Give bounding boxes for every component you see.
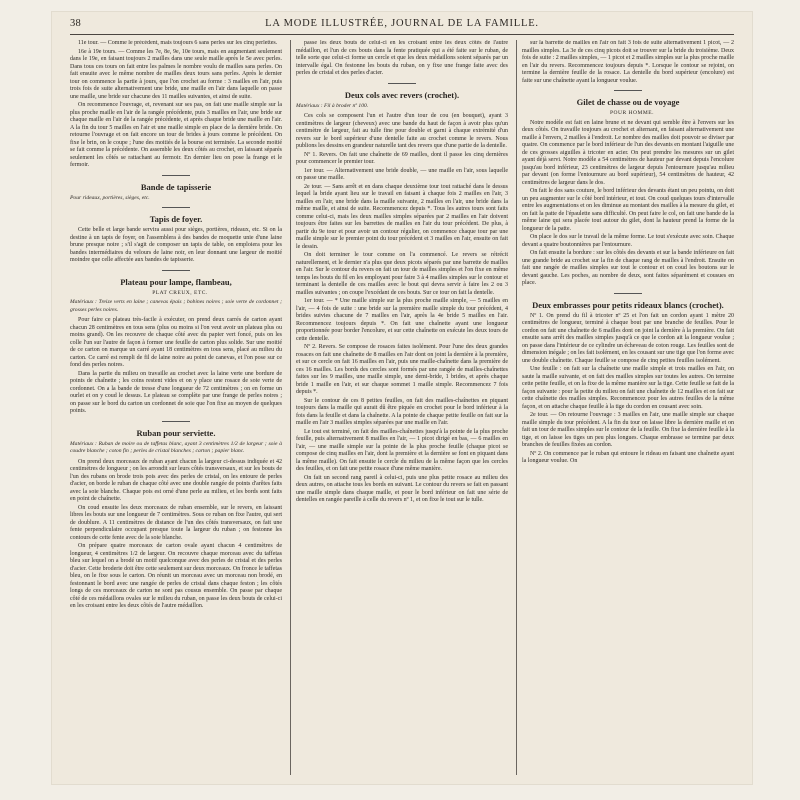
section-divider	[388, 83, 416, 84]
materials-note: Matériaux : Treize verts en laine ; canevas épais ; bobines noires ; soie verte de cordonnet ; grosses perles noires.	[70, 299, 282, 313]
header-rule	[70, 34, 734, 35]
section-heading: Plateau pour lampe, flambeau,	[120, 276, 232, 287]
paragraph: Sur le contour de ces 8 petites feuilles, on fait des mailles-chaînettes en piquant toujours dans la maille qui aurait dû être piquée en crochet pour le bord inférieur à la fois dans la feuille et dans la chaînette. A la pointe de chaque petite feuille on fait sur la maille en l'air 3 mailles simples séparées par une maille en l'air.	[296, 397, 508, 426]
column-left	[70, 40, 282, 775]
section-divider	[614, 90, 642, 91]
paragraph: On fait un second rang pareil à celui-ci, puis une plus petite rosace au milieu des deux autres, on attache tous les bords en suivant. Le contour du revers se fait en passant une maille simple dans chaque maille, et pour le bord inférieur on fait une série de dentelles en rangée pareille à celle du revers nº 1, et on fixe le tout sur le tulle.	[296, 474, 508, 503]
paragraph: sur la barrette de mailles en l'air on fait 3 fois de suite alternativement 1 picot, — 2 mailles simples. La 3e de ces cinq picots doit se trouver sur la bride du troisième. Deux fois de suite : 2 mailles simples, — 1 picot et 2 mailles simples sur la plus proche maille en l'air du revers. Recommencez toujours depuis *. Lorsque le contour se rejoint, on termine la dernière feuille de la rosace. La dentelle du bord supérieur (encolure) est faite sur une chaînette ayant la longueur voulue.	[522, 40, 734, 84]
section-divider	[162, 421, 190, 422]
section-subtitle: POUR HOMME.	[609, 110, 654, 116]
paragraph: 1er tour. — * Une maille simple sur la plus proche maille simple, — 5 mailles en l'air, — 4 fois de suite : une bride sur la première maille simple du tour précédent, 4 brides suivies chacune de 7 mailles en l'air, après la 4e bride 5 mailles en l'air. Recommencez toujours depuis *. On fait une chaînette ayant une longueur proportionnée pour border l'encolure, et sur cette chaînette on exécute les deux tours de cette dentelle.	[296, 298, 508, 342]
paragraph: On prépare quatre morceaux de carton ovale ayant chacun 4 centimètres de longueur, 4 centimètres 1/2 de largeur. On recouvre chaque morceau avec du taffetas bleu sur lequel on a brodé un motif quelconque avec des perles de cristal et des perles d'acier. Cette broderie doit être cette seulement sur deux morceaux. On fronce le taffetas bleu, on le fixe sous le carton. On réunit un morceau avec un morceau non brodé, en festonnant le bord avec une rangée de perles de cristal dans chaque feston ; les côtés longs de ces morceaux de carton ne sont pas cousus ensemble. On passe par chaque côté de ces médaillons ovales sur le milieu du ruban, on passe les deux bouts de celui-ci en les croisant entre les deux côtés de l'autre médaillon.	[70, 543, 282, 609]
page-number: 38	[70, 18, 82, 29]
paragraph: passe les deux bouts de celui-ci en les croisant entre les deux côtés de l'autre médaillon, et l'un de ces bouts dans la fente pratiquée qui a été faite sur le ruban, de telle sorte que celui-ci forme un cercle et que les deux médaillons soient séparés par un intervalle égal. On festonne les bouts du ruban, on y fixe une frange faite avec des perles de cristal et des perles d'acier.	[296, 40, 508, 76]
paragraph: On fait le dos sans couture, le bord inférieur des devants étant un peu pointu, on doit un peu augmenter sur le côté bord intérieur, et tout. On coud quelques tours d'intervalle entre les augmentations et on les diminue au montant des mailles à la mesure du gilet, et on fait la patte de l'épaulette sans difficulté. On peut faire le col, on fait une bande de la même laine qui sera placée tout autour du gilet, dont la hauteur prend la forme de la longueur de la patte.	[522, 188, 734, 232]
paragraph: On recommence l'ouvrage, et, revenant sur ses pas, on fait une maille simple sur la plus proche maille en l'air de la rangée précédente, puis 3 mailles en l'air, une bride sur chaque maille en l'air de la rangée précédente, et après chaque bride une maille en l'air. A la fin du tour 5 mailles en l'air et une maille simple en place de la dernière bride. On retourne l'ouvrage et on fait encore un tour de brides à jours comme le précédent. On fixe le brin, on le coupe ; l'une des moitiés de la bourse est terminée. La seconde moitié se fait comme la précédente. On assemble les deux côtés au crochet, en laissant séparés seulement les côtés se rattachant au fermoir. En dernier lieu on pose la frange et le fermoir.	[70, 102, 282, 168]
paragraph: Nº 1. On prend du fil à tricoter nº 25 et l'on fait un cordon ayant 1 mètre 20 centimètres de longueur, terminé à chaque bout par une branche de feuilles. Pour le cordon on fait une chaînette de 6 mailles dont on joint la dernière à la première. On fait ensuite sans arrêt des mailles simples jusqu'à ce que le cordon ait la longueur voulue ; on passe dans l'intérieur de ce cylindre un écheveau de coton rouge. Les feuilles sont de dimension inégale ; on les fait isolément, en les cousant sur une tige que l'on forme avec une double chaînette. Chaque feuille se compose de cinq petites feuilles isolément.	[522, 312, 734, 364]
paragraph: Nº 1. Revers. On fait une chaînette de 69 mailles, dont il passe les cinq dernières pour commencer le premier tour.	[296, 151, 508, 165]
section-heading: Tapis de foyer.	[149, 214, 203, 224]
paragraph: 2e tour. — Sans arrêt et en dans chaque deuxième tour tout rattaché dans le dessus lequel la bride ayant lieu sur le travail en faisant à chaque fois 2 mailles en l'air, 3 mailles en l'air, une bride dans la maille suivante, 2 mailles en l'air, une bride dans la même maille, et ainsi de suite. Recommencez depuis *. Tous les autres tours sont faits comme celui-ci, mais les deux mailles simples séparées par 2 mailles en l'air doivent toujours être faites sur les barrettes de mailles en l'air du tour précédent. De plus, à partir du 9e tour et pour avoir un contour régulier, on commence chaque tour par une maille simple sur le premier point du tour précédent et 3 mailles en l'air, ensuite on fait le dessin.	[296, 183, 508, 250]
paragraph: Une feuille : on fait sur la chaînette une maille simple et trois mailles en l'air, on saute la maille suivante, et on fait des mailles simples sur toutes les autres. On termine cette petite feuille, et on la fixe de la même manière sur la tige. Cette feuille se fait de la façon suivante : pour la petite du milieu on fait une chaînette de 12 mailles et on fait sur cette chaînette des mailles simples. Recommencez pour les autres feuilles de la même façon, et on attache chaque feuille à la tige du cordon en cousant avec soin.	[522, 366, 734, 410]
materials-note: Matériaux : Ruban de moire ou de taffetas blanc, ayant 3 centimètres 1/2 de largeur ; soie à coudre blanche ; coton fin ; perles de cristal blanches ; carton ; papier blanc.	[70, 440, 282, 454]
column-rule	[516, 40, 517, 775]
paragraph: Pour faire ce plateau très-facile à exécuter, on prend deux carrés de carton ayant chacun 28 centimètres en tous sens (plus ou moins si l'on veut avoir un plateau plus ou moins grand). On les recouvre de chaque côté avec du papier vert foncé, puis on les colle l'un sur l'autre de façon à former une feuille de carton plus solide. Sur une moitié de ce carton on marque un carré ayant 18 centimètres en tous sens, placé au milieu du carton. Ce carré est rempli de fil de laine noire au point de canevas, et l'on pose sur ce fond des perles noires.	[70, 317, 282, 368]
paragraph: On doit terminer le tour comme on l'a commencé. Le revers se rétrécit naturellement, et le dernier n'a plus que deux picots séparés par une barrette de mailles en l'air. Sur le contour du revers on fait un tour de mailles simples et l'on fixe en même temps les bouts du fil en les employant pour faire 3 à 4 mailles simples sur le contour et terminant la dentelle de ces mailles avec le bout qui devra servir à faire les 2 ou 3 mailles suivantes ; on coupe l'excédant de ces bouts. Sur ce tour on fait la dentelle.	[296, 252, 508, 296]
paragraph: On coud ensuite les deux morceaux de ruban ensemble, sur le revers, en laissant libres les bouts sur une longueur de 7 centimètres. Sous ce ruban on fixe l'autre, qui sert de doublure. A 11 centimètres de distance de l'un des côtés transversaux, on fait une fente perpendiculaire occupant presque toute la largeur du ruban ; on festonne les contours de cette fente avec de la soie blanche.	[70, 504, 282, 541]
paragraph: 1er tour. — Alternativement une bride double, — une maille en l'air, sous laquelle on passe une maille.	[296, 167, 508, 181]
paragraph: Notre modèle est fait en laine brune et ne devant qui semble être à l'envers sur les deux côtés. On travaille toujours au crochet et alternant, en faisant alternativement une maille à l'envers, 2 mailles à l'endroit. Le nombre des mailles doit pouvoir se diviser par quatre. On commence par le bord inférieur de l'un des devants en montant l'aiguille une de ces grosses aiguilles à tricoter en acier. On peut prendre les mesures sur un gilet ayant déjà servi. Notre modèle a 54 centimètres de hauteur par devant depuis l'encolure jusqu'au bord inférieur, 23 centimètres de largeur depuis l'entournure jusqu'au milieu par devant (on forme l'entournure au bord supérieur), 54 centimètres de hauteur, 42 centimètres de largeur dans le dos.	[522, 119, 734, 186]
section-heading: Gilet de chasse ou de voyage	[576, 97, 680, 107]
section-divider	[614, 293, 642, 294]
section-divider	[162, 175, 190, 176]
paragraph: On place le dos sur le travail de la même forme. Le tout s'exécute avec soin. Chaque devant a quatre boutonnières par l'entournure.	[522, 234, 734, 248]
section-heading: Deux embrasses pour petits rideaux blancs (crochet).	[532, 299, 724, 310]
paragraph: On prend deux morceaux de ruban ayant chacun la largeur ci-dessus indiquée et 42 centimètres de longueur ; on les arrondit sur leurs côtés transversaux, et sur les bouts de l'un des rubans on brode trois pois avec des perles de cristal, on les entoure de perles d'acier, on borde le ruban de chaque côté avec une double rangée de points d'arêtes faits avec la soie blanche. Chaque pois est orné d'une perle au milieu, et les bords sont faits en point de chaînette.	[70, 458, 282, 502]
newspaper-page	[52, 12, 752, 784]
column-rule	[290, 40, 291, 775]
paragraph: Ces cols se composent l'un et l'autre d'un tour de cou (en bouquet), ayant 3 centimètres de largeur (cheveux) avec une bande du haut de façon à avoir plus qu'un centimètre de largeur, fait au tulle fine pour double et garni à chaque extrémité d'un revers sur le bord supérieur d'une dentelle faite au crochet comme le revers. Nous publions les dessins en grandeur naturelle tant des revers que d'une partie de la dentelle.	[296, 113, 508, 149]
section-heading: Bande de tapisserie	[140, 181, 212, 192]
section-divider	[162, 207, 190, 208]
journal-title: LA MODE ILLUSTRÉE, JOURNAL DE LA FAMILLE.	[265, 18, 539, 29]
paragraph: On fait ensuite la bordure : sur les côtés des devants et sur la bande inférieure on fait une grande bride au crochet sur la fin de chaque rang de mailles à l'endroit. Ensuite on fait une rangée de mailles simples sur tout le contour et on coud les boutons sur le devant gauche. Les poches, au nombre de deux, sont faites séparément et cousues en place.	[522, 250, 734, 286]
paragraph: Cette belle et large bande servira aussi pour sièges, portières, rideaux, etc. Si on la destine à un tapis de foyer, on l'assemblera à des bandes de moquette unie d'une laine brune presque noire ; s'il s'agit de composer un tapis de table, on emploiera pour les bandes intermédiaires du velours de laine noir, en leur donnant une largeur de moitié moindre que celle affectée aux bandes de tapisserie.	[70, 227, 282, 263]
materials-note: Matériaux : Fil à broder nº 100.	[296, 102, 369, 109]
paragraph: Nº 2. On commence par le ruban qui entoure le rideau en faisant une chaînette ayant la longueur voulue. On	[522, 450, 734, 464]
paragraph: Nº 2. Revers. Se compose de rosaces faites isolément. Pour l'une des deux grandes rosaces on fait une chaînette de 8 mailles en l'air dont on joint la dernière à la première, et sur ce cercle on fait 16 mailles en l'air, puis une maille-chaînette dans la première de ces 16 mailles. Les bords des cercles sont formés par une rangée de mailles-chaînettes faites sur les 9 mailles, une maille simple, une demi-bride, 1 brides, et après chaque bride 1 maille en l'air, et sur chaque sommet 1 maille simple. Recommencez 7 fois depuis *.	[296, 344, 508, 395]
paragraph: 16e à 19e tours. — Comme les 7e, 8e, 9e, 10e tours, mais en augmentant seulement dans le 19e, en faisant toujours 2 mailles dans une seule maille après le 5e avec perles. Dans tous ces tours on fait entre les palmes le nombre voulu de mailles sans perles. On fait ensuite avec le même nombre de mailles deux tours sans perles. Après le dernier tour on commence la partie à jours, que l'on crochet au forme : 3 mailles en l'air, puis trois fois de suite alternativement une bride, une maille en l'air dans laquelle on passe une maille, une bride sur chacune des 11 mailles suivantes, et ainsi de suite.	[70, 48, 282, 100]
section-subtitle: Pour rideaux, portières, sièges, etc.	[70, 194, 150, 201]
column-middle	[296, 40, 508, 775]
paragraph: 2e tour. — On retourne l'ouvrage : 3 mailles en l'air, une maille simple sur chaque maille simple du tour précédent. A la fin du tour on laisse libre la dernière maille et on fait un tour de mailles simples sur le contour de la feuille. On fixe la dernière feuille à la tige, et on laisse les tiges un peu plus longues. Chaque embrasse se termine par deux branches de feuilles fixées au cordon.	[522, 412, 734, 448]
section-divider	[162, 270, 190, 271]
running-header	[70, 18, 734, 34]
paragraph: 11e tour. — Comme le précédent, mais toujours 6 sans perles sur les cinq perlettes.	[78, 40, 278, 46]
section-subtitle: PLAT CREUX, ETC.	[152, 289, 208, 296]
paragraph: Dans la partie du milieu on travaille au crochet avec la laine verte une bordure de points de chaînette ; les coins restent vides et on y place une rosace de soie verte de cordonnet. On a la bande de tresse d'une longueur de 72 centimètres ; on en forme un ourlet et on y coud le dessus. Le plateau se complète par une frange de perles noires ; on passe sur le bord du carton un cordonnet de soie que l'on fixe au moyen de quelques points.	[70, 370, 282, 414]
section-heading: Ruban pour serviette.	[136, 427, 216, 438]
section-heading: Deux cols avec revers (crochet).	[344, 89, 460, 100]
column-right	[522, 40, 734, 775]
paragraph: Le tout est terminé, on fait des mailles-chaînettes jusqu'à la pointe de la plus proche feuille, puis alternativement 8 mailles en l'air, — 1 picot dirigé en bas, — 6 mailles en l'air, — une maille simple sur la pointe de la plus proche feuille (chaque picot se compose de cinq mailles en l'air, dont la première et la dernière se font en piquant dans la même maille). On fait ensuite le cercle du milieu de la même façon que les cercles des feuilles, et on fait une petite rosace d'une même manière.	[296, 428, 508, 472]
